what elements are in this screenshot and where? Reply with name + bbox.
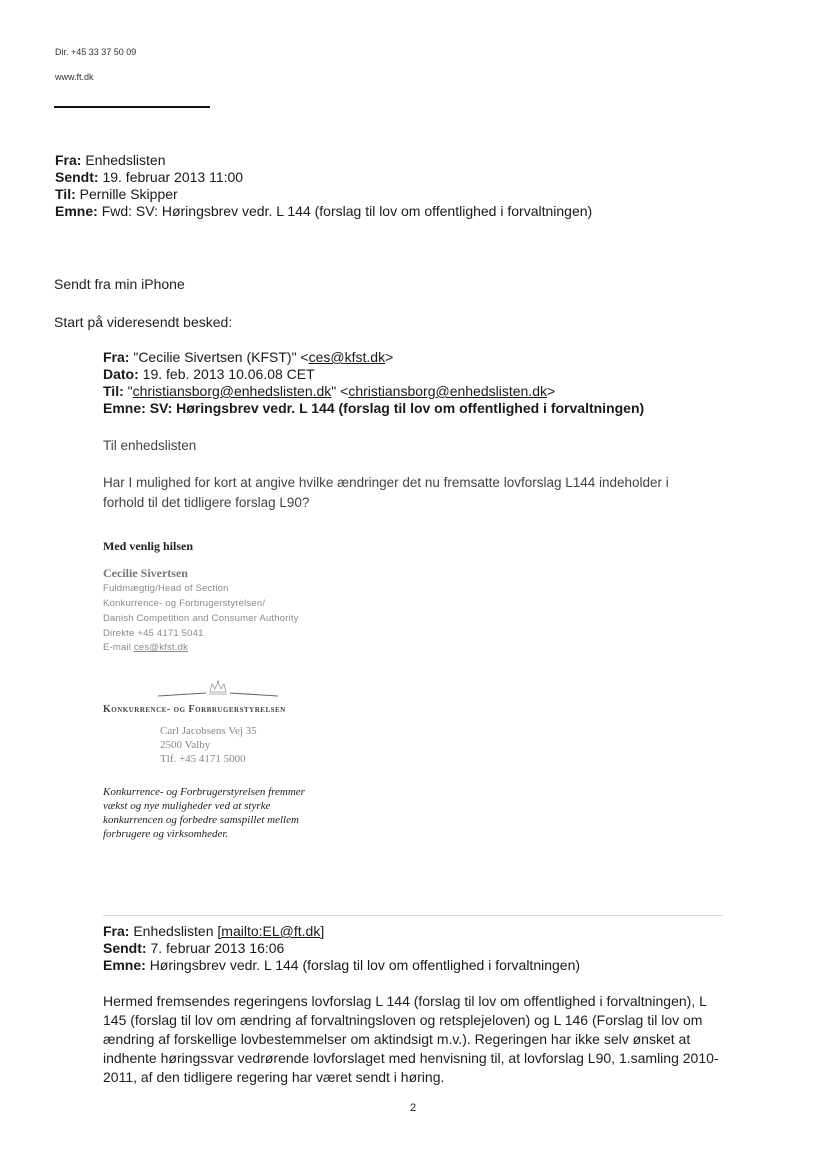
tagline-line-4: forbrugere og virksomheder. xyxy=(103,828,229,840)
header3-from: Fra: Enhedslisten [mailto:EL@ft.dk] xyxy=(103,923,325,939)
iphone-signature: Sendt fra min iPhone xyxy=(54,276,185,292)
signature-direct-phone: Direkte +45 4171 5041 xyxy=(103,628,204,639)
signature-closing: Med venlig hilsen xyxy=(103,539,194,553)
signature-email-link[interactable]: ces@kfst.dk xyxy=(133,642,189,653)
forwarded-intro: Start på videresendt besked: xyxy=(54,314,233,330)
message-greeting: Til enhedslisten xyxy=(103,438,197,453)
header3-subject: Emne: Høringsbrev vedr. L 144 (forslag til lov om offentlighed i forvaltningen) xyxy=(103,957,581,973)
direct-phone: Dir. +45 33 37 50 09 xyxy=(55,47,137,57)
header2-to: Til: "christiansborg@enhedslisten.dk" <christiansborg@enhedslisten.dk> xyxy=(103,383,556,399)
header1-sent: Sendt: 19. februar 2013 11:00 xyxy=(55,169,244,185)
signature-title: Fuldmægtig/Head of Section xyxy=(103,583,229,594)
final-paragraph-line-3: ændring af forskellige lovbestemmelser om aktindsigt m.v.). Regeringen har ikke selv ønsket at xyxy=(103,1031,691,1047)
logo-address-2: 2500 Valby xyxy=(160,739,211,751)
signature-org-en: Danish Competition and Consumer Authority xyxy=(103,613,299,624)
recipient-email-link-2[interactable]: christiansborg@enhedslisten.dk xyxy=(348,383,547,399)
header1-from: Fra: Enhedslisten xyxy=(55,152,166,168)
message-line-2: forhold til det tidligere forslag L90? xyxy=(103,495,310,510)
message-line-1: Har I mulighed for kort at angive hvilke ændringer det nu fremsatte lovforslag L144 indeholder i xyxy=(103,475,669,490)
final-paragraph-line-5: 2011, af den tidligere regering har været sendt i høring. xyxy=(103,1069,445,1085)
signature-email: E-mail ces@kfst.dk xyxy=(103,642,189,653)
mailto-link[interactable]: [mailto:EL@ft.dk] xyxy=(217,923,325,939)
signature-org-dk: Konkurrence- og Forbrugerstyrelsen/ xyxy=(103,598,266,609)
header3-sent: Sendt: 7. februar 2013 16:06 xyxy=(103,940,285,956)
final-paragraph-line-2: 145 (forslag til lov om ændring af forvaltningsloven og retsplejeloven) og L 146 (Forslag til lov om xyxy=(103,1012,703,1028)
header2-subject: Emne: SV: Høringsbrev vedr. L 144 (forslag til lov om offentlighed i forvaltningen) xyxy=(103,400,645,416)
recipient-email-link-1[interactable]: christiansborg@enhedslisten.dk xyxy=(132,383,332,399)
logo-org-name: Konkurrence- og Forbrugerstyrelsen xyxy=(103,704,286,715)
header1-to: Til: Pernille Skipper xyxy=(55,186,178,202)
page-number: 2 xyxy=(410,1102,417,1114)
final-paragraph-line-1: Hermed fremsendes regeringens lovforslag L 144 (forslag til lov om offentlighed i forvaltningen), L xyxy=(103,993,707,1009)
website: www.ft.dk xyxy=(55,72,94,82)
message-separator xyxy=(103,915,723,916)
tagline-line-2: vækst og nye muligheder ved at styrke xyxy=(103,800,271,812)
logo-address-1: Carl Jacobsens Vej 35 xyxy=(160,725,257,737)
sender-email-link[interactable]: ces@kfst.dk xyxy=(308,349,386,365)
header1-subject: Emne: Fwd: SV: Høringsbrev vedr. L 144 (forslag til lov om offentlighed i forvaltningen) xyxy=(55,203,593,219)
divider-rule xyxy=(54,106,210,108)
header2-date: Dato: 19. feb. 2013 10.06.08 CET xyxy=(103,366,315,382)
signature-name: Cecilie Sivertsen xyxy=(103,566,188,580)
tagline-line-3: konkurrencen og forbedre samspillet mellem xyxy=(103,814,299,826)
logo-phone: Tlf. +45 4171 5000 xyxy=(160,753,246,765)
final-paragraph-line-4: indhente høringssvar vedrørende lovforslaget med henvisning til, at lovforslag L90, 1.samling 2010- xyxy=(103,1050,719,1066)
header2-from: Fra: "Cecilie Sivertsen (KFST)" <ces@kfst.dk> xyxy=(103,349,394,365)
crown-logo-icon xyxy=(158,680,278,700)
tagline-line-1: Konkurrence- og Forbrugerstyrelsen fremmer xyxy=(103,786,305,798)
